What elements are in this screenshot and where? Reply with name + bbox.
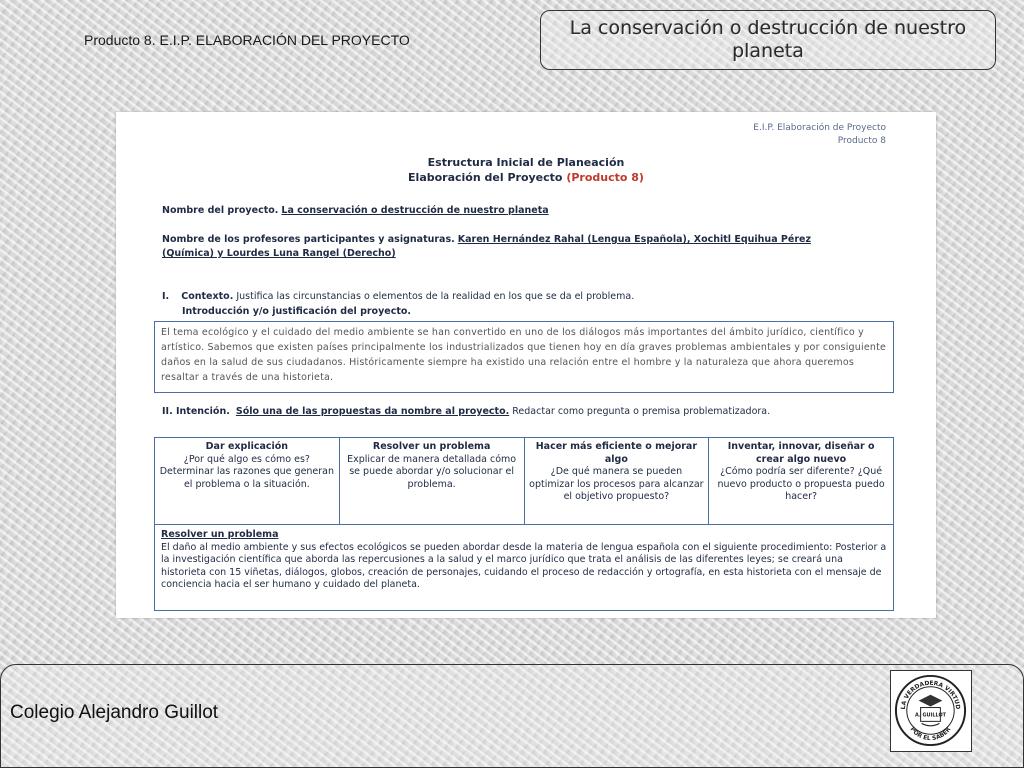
- column-heading: Dar explicación: [205, 441, 289, 452]
- intention-underlined: Sólo una de las propuestas da nombre al proyecto.: [235, 406, 510, 417]
- teachers-value-1: Karen Hernández Rahal (Lengua Española), Xochitl Equihua Pérez: [457, 234, 811, 245]
- header-line-1: E.I.P. Elaboración de Proyecto: [753, 123, 886, 133]
- column-heading: Resolver un problema: [372, 441, 491, 452]
- title-line-2: Elaboración del Proyecto: [408, 171, 563, 184]
- context-row: [162, 290, 896, 303]
- column-body: Explicar de manera detallada cómo se puede abordar y/o solucionar el problema.: [347, 453, 517, 490]
- svg-text:LA VERDADERA VIRTUD: LA VERDADERA VIRTUD: [900, 680, 961, 710]
- project-name-label: Nombre del proyecto.: [162, 205, 279, 216]
- svg-text:POR EL SABER: POR EL SABER: [908, 726, 953, 743]
- context-number: I.: [162, 291, 170, 302]
- teachers-label: Nombre de los profesores participantes y asignaturas.: [162, 234, 455, 245]
- intention-columns: [155, 438, 893, 525]
- slide-title: La conservación o destrucción de nuestro planeta: [569, 17, 967, 62]
- resolve-heading: Resolver un problema: [161, 529, 279, 540]
- column-heading: Inventar, innovar, diseñar o crear algo nuevo: [727, 441, 875, 465]
- teachers-row-2: [162, 247, 896, 260]
- document-header: [753, 122, 886, 148]
- context-sub: Introducción y/o justificación del proyecto.: [182, 306, 412, 317]
- title-product-tag: (Producto 8): [566, 171, 644, 184]
- project-name-row: [162, 204, 896, 217]
- school-name: Colegio Alejandro Guillot: [10, 702, 219, 723]
- intention-text: Redactar como pregunta o premisa problematizadora.: [512, 406, 771, 417]
- document-image: [116, 112, 936, 618]
- column-body: ¿Cómo podría ser diferente? ¿Qué nuevo producto o propuesta puedo hacer?: [717, 466, 885, 502]
- column-solve: [340, 438, 525, 524]
- product-label: Producto 8. E.I.P. ELABORACIÓN DEL PROYECTO: [84, 32, 410, 48]
- title-line-1: Estructura Inicial de Planeación: [427, 156, 625, 169]
- document-title: [116, 155, 936, 185]
- column-explain: [155, 438, 340, 524]
- project-name-value: La conservación o destrucción de nuestro planeta: [281, 205, 549, 216]
- column-improve: [525, 438, 710, 524]
- title-box: [540, 10, 996, 70]
- column-invent: [709, 438, 893, 524]
- school-seal-logo: [891, 671, 970, 750]
- context-sub-row: [182, 305, 896, 318]
- header-line-2: Producto 8: [837, 136, 886, 146]
- school-seal: [890, 670, 972, 752]
- column-heading: Hacer más eficiente o mejorar algo: [535, 441, 698, 465]
- svg-text:A. GUILLOT: A. GUILLOT: [915, 712, 946, 719]
- intention-label: II. Intención.: [162, 406, 230, 417]
- column-body: ¿Por qué algo es cómo es? Determinar las razones que generan el problema o la situación.: [159, 453, 335, 490]
- teachers-row: [162, 233, 896, 246]
- intention-row: [162, 405, 896, 418]
- context-text: Justifica las circunstancias o elementos de la realidad en los que se da el problema.: [236, 291, 635, 302]
- resolve-text: El daño al medio ambiente y sus efectos ecológicos se pueden abordar desde la materia de lengua española con el siguiente procedimiento: Posterior a la investigación científica que aborda las repercusiones a la salud y el marco jurídico que trata el análisis de las diferentes leyes; se creará una historieta con 15 viñetas, diálogos, globos, creación de personajes, cuidando el proceso de redacción y ortografía, en esta historieta con el mensaje de conciencia hacia el ser humano y cuidado del planeta.: [161, 541, 887, 590]
- context-box: El tema ecológico y el cuidado del medio ambiente se han convertido en uno de los diálogos más importantes del ámbito jurídico, científico y artístico. Sabemos que existen países principalmente los industrializados que tienen hoy en día graves problemas ambientales y por consiguiente daños en la salud de sus ciudadanos. Históricamente siempre ha existido una relación entre el hombre y la naturaleza que ahora queremos resaltar a través de una historieta.: [154, 321, 894, 393]
- intention-grid: [154, 437, 894, 611]
- context-label: Contexto.: [181, 291, 234, 302]
- column-body: ¿De qué manera se pueden optimizar los procesos para alcanzar el objetivo propuesto?: [529, 466, 704, 502]
- resolve-section: [155, 525, 893, 596]
- teachers-value-2: (Química) y Lourdes Luna Rangel (Derecho): [162, 248, 396, 259]
